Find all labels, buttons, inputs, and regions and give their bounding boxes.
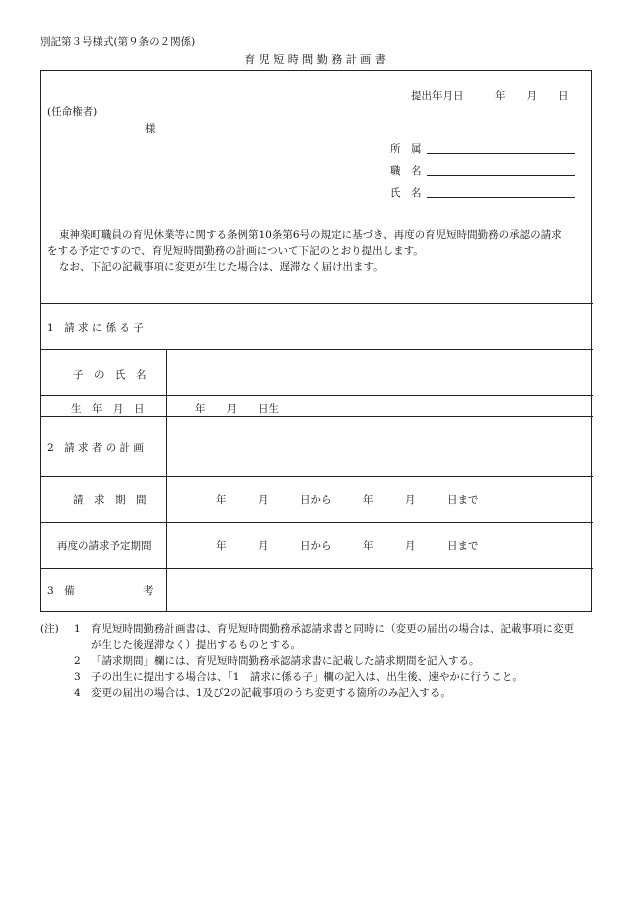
section-child-header: 1 請 求 に 係 る 子	[47, 322, 144, 334]
birthdate-label: 生 年 月 日	[71, 403, 145, 415]
note-text: 育児短時間勤務計画書は、育児短時間勤務承認請求書と同時に（変更の届出の場合は、記載事項に変更	[91, 623, 574, 635]
form-reference: 別記第３号様式(第９条の２関係)	[40, 36, 196, 48]
birthdate-field[interactable]: 年 月 日生	[195, 403, 279, 415]
note-item-4	[40, 685, 600, 701]
repeat-period-label: 再度の請求予定期間	[57, 540, 152, 552]
note-item-3	[40, 669, 600, 685]
note-item-1	[40, 621, 600, 637]
notes-block	[40, 621, 600, 701]
submission-date[interactable]: 提出年月日 年 月 日	[411, 90, 569, 102]
appointer-label: (任命権者)	[47, 106, 98, 118]
note-item-1-cont	[40, 637, 600, 653]
rule-plan-header	[41, 476, 593, 477]
rule-child-header	[41, 349, 593, 350]
rule-birthdate	[41, 416, 593, 417]
note-text: 子の出生に提出する場合は、「1 請求に係る子」欄の記入は、出生後、速やかに行うこと。	[91, 671, 523, 683]
affiliation-field[interactable]	[427, 153, 575, 154]
intro-line-2: をする予定ですので、育児短時間勤務の計画について下記のとおり提出します。	[47, 245, 424, 257]
name-field[interactable]	[427, 197, 575, 198]
rule-child-name	[41, 395, 593, 396]
section-remarks-label: 考	[143, 585, 154, 597]
rule-period	[41, 522, 593, 523]
intro-line-3: なお、下記の記載事項に変更が生じた場合は、遅滞なく届け出ます。	[59, 261, 384, 273]
job-title-field[interactable]	[427, 175, 575, 176]
child-name-field[interactable]	[175, 361, 585, 389]
repeat-period-field[interactable]: 年 月 日から 年 月 日まで	[216, 540, 479, 552]
period-field[interactable]: 年 月 日から 年 月 日まで	[216, 494, 479, 506]
note-text: 変更の届出の場合は、1及び2の記載事項のうち変更する箇所のみ記入する。	[91, 687, 451, 699]
job-title-label: 職 名	[390, 165, 422, 177]
note-number: 1	[74, 623, 81, 635]
notes-prefix: (注)	[40, 623, 59, 635]
period-label: 請 求 期 間	[73, 494, 147, 506]
note-item-2	[40, 653, 600, 669]
affiliation-label: 所 属	[390, 143, 422, 155]
rule-top-section	[41, 303, 593, 304]
section-remarks-number: 3 備	[47, 585, 75, 597]
divider-plan	[166, 416, 167, 611]
form-box	[40, 70, 592, 612]
note-text-continued: が生じた後遅滞なく）提出するものとする。	[91, 639, 301, 651]
note-text: 「請求期間」欄には、育児短時間勤務承認請求書に記載した請求期間を記入する。	[91, 655, 480, 667]
section-plan-header: 2 請 求 者 の 計 画	[47, 442, 144, 454]
name-label: 氏 名	[390, 187, 422, 199]
rule-repeat-period	[41, 568, 593, 569]
divider-child	[166, 349, 167, 416]
intro-line-1: 東神楽町職員の育児休業等に関する条例第10条第6号の規定に基づき、再度の育児短時間勤務の承認の請求	[59, 229, 562, 241]
note-number: 3	[74, 671, 81, 683]
note-number: 2	[74, 655, 81, 667]
child-name-label: 子 の 氏 名	[73, 369, 147, 381]
document-title: 育 児 短 時 間 勤 務 計 画 書	[244, 53, 386, 66]
note-number: 4	[74, 687, 81, 699]
honorific-sama: 様	[145, 123, 156, 135]
remarks-field[interactable]	[175, 575, 585, 605]
